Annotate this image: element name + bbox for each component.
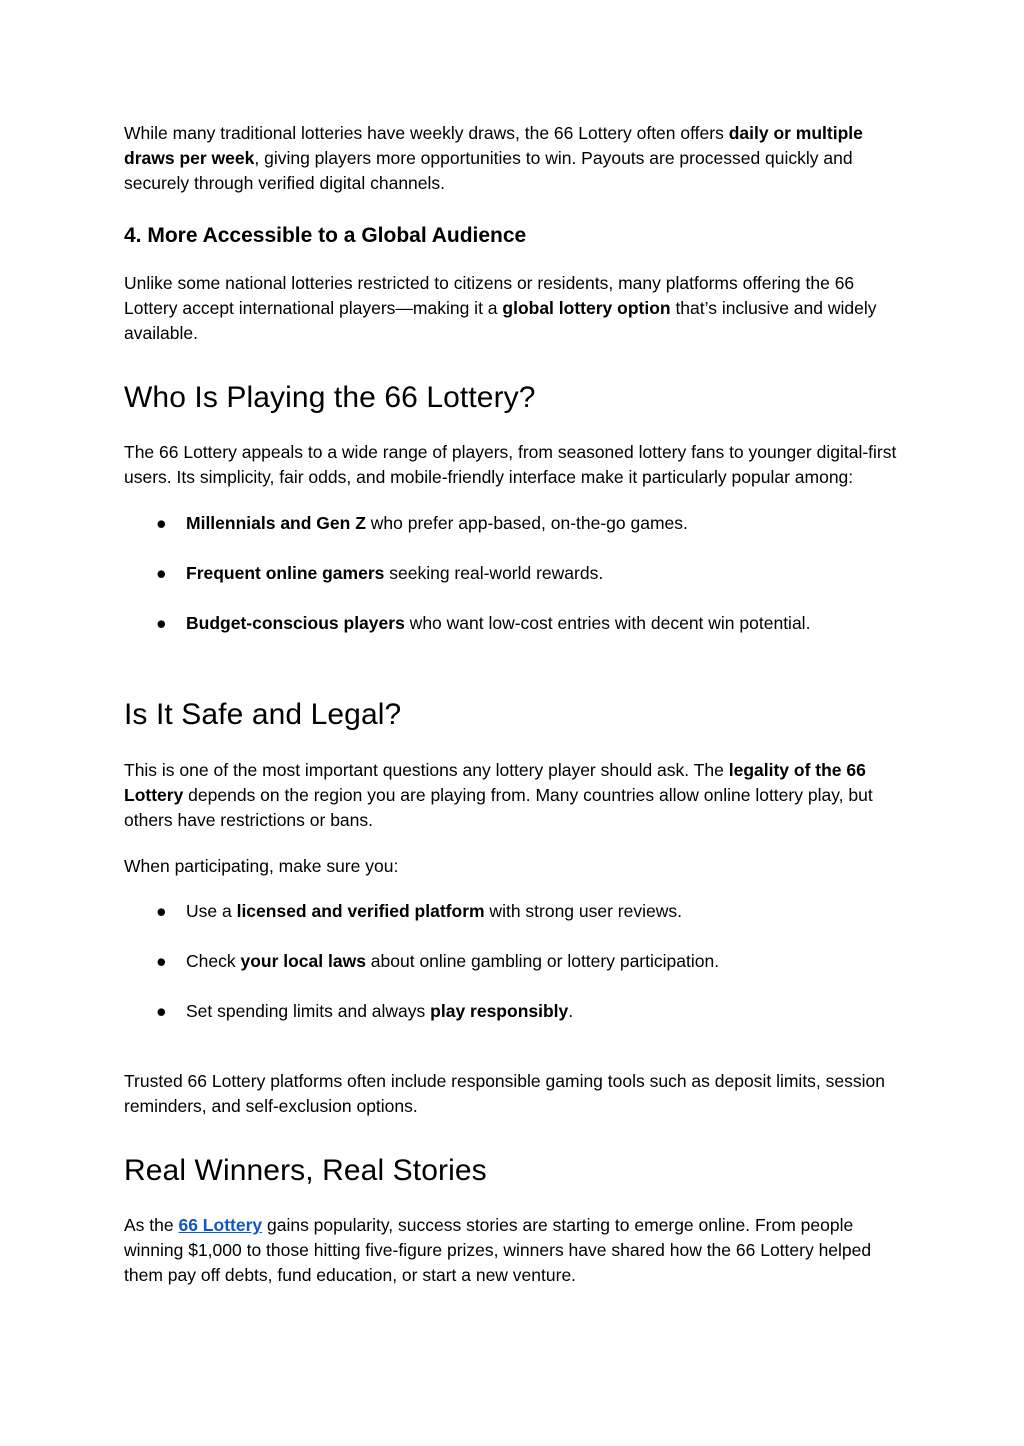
winners-text-2: gains popularity, success stories are starting to emerge online. From people winning $1,000 to those hitting five-figure prizes, winners have shared how the 66 Lottery helped them pay off debts, fund education, or start a new venture.	[124, 1215, 872, 1285]
list-item-bold: your local laws	[240, 951, 366, 971]
list-item-text: .	[568, 1001, 574, 1021]
bullet-icon: ●	[156, 951, 167, 971]
bullet-icon: ●	[156, 1001, 167, 1021]
section-4-bold-1: global lottery option	[502, 298, 671, 318]
section-4-heading: 4. More Accessible to a Global Audience	[124, 224, 527, 247]
list-item-text: who prefer app-based, on-the-go games.	[365, 513, 688, 533]
bullet-icon: ●	[156, 563, 167, 583]
intro-bold-1: daily or multiple draws per week	[124, 123, 863, 168]
intro-paragraph	[124, 121, 904, 196]
list-item	[124, 561, 904, 586]
safe-closing-paragraph: Trusted 66 Lottery platforms often include responsible gaming tools such as deposit limits, session reminders, and self-exclusion options.	[124, 1071, 885, 1116]
list-item-bold: licensed and verified platform	[236, 901, 485, 921]
winners-paragraph	[124, 1213, 904, 1288]
list-item-text: seeking real-world rewards.	[384, 563, 604, 583]
who-heading: Who Is Playing the 66 Lottery?	[124, 381, 536, 414]
list-item	[124, 511, 904, 536]
list-item	[124, 949, 904, 974]
list-item	[124, 899, 904, 924]
intro-text-1: While many traditional lotteries have weekly draws, the 66 Lottery often offers	[124, 123, 729, 143]
who-bullet-list	[124, 511, 904, 636]
list-item-text: Set spending limits and always	[186, 1001, 431, 1021]
safe-lead: When participating, make sure you:	[124, 856, 399, 876]
list-item-text: with strong user reviews.	[484, 901, 682, 921]
safe-bullet-list	[124, 899, 904, 1024]
section-4-paragraph	[124, 271, 904, 346]
list-item-text: who want low-cost entries with decent win potential.	[404, 613, 811, 633]
safe-text-2: depends on the region you are playing from. Many countries allow online lottery play, but others have restrictions or bans.	[124, 785, 873, 830]
list-item-bold: Frequent online gamers	[186, 563, 385, 583]
bullet-icon: ●	[156, 901, 167, 921]
list-item-bold: play responsibly	[430, 1001, 569, 1021]
safe-bold-1: legality of the 66 Lottery	[124, 760, 866, 805]
list-item-text: Use a	[186, 901, 237, 921]
intro-text-2: , giving players more opportunities to win. Payouts are processed quickly and securely through verified digital channels.	[124, 148, 853, 193]
who-paragraph: The 66 Lottery appeals to a wide range of players, from seasoned lottery fans to younger digital-first users. Its simplicity, fair odds, and mobile-friendly interface make it particularly popular among:	[124, 442, 897, 487]
bullet-icon: ●	[156, 613, 167, 633]
safe-text-1: This is one of the most important questions any lottery player should ask. The	[124, 760, 729, 780]
list-item-bold: Budget-conscious players	[186, 613, 405, 633]
list-item	[124, 611, 904, 636]
list-item-bold: Millennials and Gen Z	[186, 513, 366, 533]
section-4-text-2: that’s inclusive and widely available.	[124, 298, 877, 343]
winners-text-1: As the	[124, 1215, 179, 1235]
document-content	[124, 121, 904, 1288]
winners-heading: Real Winners, Real Stories	[124, 1154, 487, 1187]
list-item-text: about online gambling or lottery participation.	[365, 951, 720, 971]
bullet-icon: ●	[156, 513, 167, 533]
safe-heading: Is It Safe and Legal?	[124, 698, 402, 731]
66-lottery-link[interactable]: 66 Lottery	[178, 1215, 263, 1235]
list-item	[124, 999, 904, 1024]
list-item-text: Check	[186, 951, 241, 971]
safe-paragraph	[124, 758, 904, 833]
section-4-text-1: Unlike some national lotteries restricted to citizens or residents, many platforms offering the 66 Lottery accept international players—making it a	[124, 273, 855, 318]
